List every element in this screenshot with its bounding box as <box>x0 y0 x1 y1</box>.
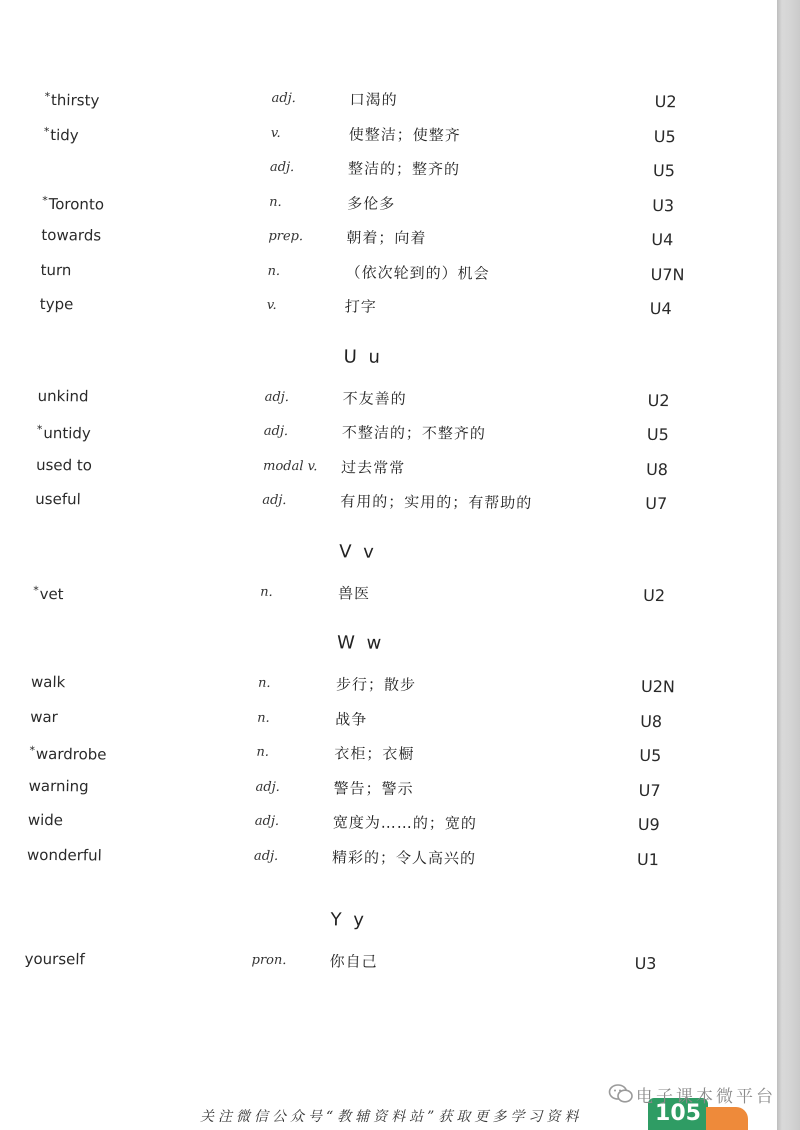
entry-word: used to <box>35 455 93 474</box>
vocab-entry <box>36 447 717 487</box>
vocab-entry <box>43 149 724 189</box>
entry-word: *tidy <box>43 124 79 144</box>
vocab-entry <box>41 218 722 258</box>
vocab-section <box>35 337 719 522</box>
starred-word-mark: * <box>43 124 50 138</box>
vocab-entry <box>28 768 709 808</box>
entry-unit: U4 <box>651 229 674 250</box>
entry-meaning: 宽度为……的；宽的 <box>332 813 478 833</box>
entry-word: wonderful <box>26 845 103 864</box>
entry-word: war <box>30 707 59 726</box>
entry-meaning: 打字 <box>344 297 378 316</box>
entry-meaning: 多伦多 <box>346 193 396 213</box>
entry-meaning: 朝着；向着 <box>346 228 427 248</box>
entry-meaning: 步行；散步 <box>335 675 417 695</box>
vocab-entry <box>43 114 724 154</box>
vocab-entry <box>39 287 720 327</box>
entry-part-of-speech: pron. <box>251 952 287 968</box>
entry-part-of-speech: adj. <box>254 813 280 829</box>
vocab-section <box>24 901 706 982</box>
entry-part-of-speech: adj. <box>271 90 297 107</box>
page-tab-decoration <box>706 1107 748 1130</box>
entry-word: walk <box>30 672 66 692</box>
vocab-entry <box>44 80 725 120</box>
starred-word-mark: * <box>44 89 51 104</box>
entry-word: *thirsty <box>44 89 100 110</box>
entry-meaning: 口渴的 <box>349 90 398 109</box>
vocab-entry <box>31 665 712 705</box>
vocab-section <box>27 624 713 878</box>
entry-part-of-speech: v. <box>270 125 281 141</box>
entry-unit: U9 <box>637 814 660 835</box>
entry-part-of-speech: adj. <box>255 779 281 795</box>
entry-part-of-speech: v. <box>266 297 277 313</box>
platform-label: 电子课本微平台 <box>636 1087 776 1107</box>
entry-word: *vet <box>33 583 64 603</box>
entry-meaning: （依次轮到的）机会 <box>345 262 490 283</box>
entry-word: wide <box>27 810 64 830</box>
page-number: 105 <box>648 1098 708 1130</box>
entry-part-of-speech: prep. <box>268 228 304 245</box>
entry-word: *wardrobe <box>29 743 107 764</box>
entry-part-of-speech: n. <box>259 584 273 600</box>
watermark-text: 关注微信公众号“教辅资料站”获取更多学习资料 <box>200 1109 583 1125</box>
entry-part-of-speech: n. <box>269 194 282 210</box>
entry-part-of-speech: adj. <box>263 423 289 439</box>
entry-part-of-speech: adj. <box>262 492 287 508</box>
vocab-entry <box>36 413 717 453</box>
entry-meaning: 使整洁；使整齐 <box>348 124 462 144</box>
vocabulary-list <box>24 80 725 982</box>
vocab-entry <box>37 378 718 418</box>
entry-unit: U7 <box>638 780 661 800</box>
page-edge-shadow <box>777 0 800 1130</box>
vocab-entry <box>42 183 723 223</box>
entry-word: unkind <box>37 386 89 405</box>
vocab-entry <box>27 803 708 843</box>
entry-meaning: 战争 <box>335 709 368 729</box>
entry-unit: U5 <box>646 424 669 445</box>
entry-meaning: 有用的；实用的；有帮助的 <box>340 492 533 512</box>
entry-unit: U2N <box>640 676 676 697</box>
entry-meaning: 警告；警示 <box>333 778 414 798</box>
section-header-u: U u <box>343 345 384 368</box>
entry-unit: U1 <box>636 849 660 869</box>
entry-word: *Toronto <box>42 193 105 213</box>
entry-word: warning <box>28 776 89 795</box>
entry-meaning: 衣柜；衣橱 <box>334 744 415 764</box>
vocab-section <box>33 532 715 613</box>
vocab-entry <box>33 573 714 613</box>
entry-unit: U4 <box>649 298 672 319</box>
vocab-section <box>39 80 725 327</box>
entry-word: towards <box>41 225 102 245</box>
section-header-v: V v <box>338 540 378 563</box>
entry-part-of-speech: modal v. <box>262 458 318 474</box>
entry-part-of-speech: n. <box>257 675 271 691</box>
entry-meaning: 你自己 <box>329 952 378 971</box>
vocab-entry <box>24 942 705 982</box>
entry-meaning: 过去常常 <box>340 457 406 477</box>
entry-word: *untidy <box>36 422 91 443</box>
entry-unit: U3 <box>651 195 675 215</box>
entry-word: useful <box>35 489 81 509</box>
vocab-entry <box>35 482 716 522</box>
entry-unit: U2 <box>654 92 677 112</box>
starred-word-mark: * <box>36 422 43 436</box>
entry-unit: U5 <box>653 126 676 146</box>
starred-word-mark: * <box>33 583 39 597</box>
entry-part-of-speech: adj. <box>269 159 295 176</box>
starred-word-mark: * <box>42 193 48 207</box>
entry-unit: U7 <box>645 493 668 514</box>
entry-word: yourself <box>24 949 86 969</box>
entry-word: turn <box>40 260 72 279</box>
entry-meaning: 不整洁的；不整齐的 <box>341 423 487 443</box>
entry-unit: U2 <box>642 585 666 605</box>
entry-part-of-speech: n. <box>267 263 281 279</box>
entry-part-of-speech: adj. <box>253 848 279 864</box>
entry-unit: U5 <box>652 160 676 181</box>
entry-part-of-speech: adj. <box>264 389 290 405</box>
vocab-entry <box>40 252 721 292</box>
wechat-icon <box>608 1083 634 1105</box>
vocab-entry <box>29 734 710 774</box>
entry-part-of-speech: n. <box>257 710 270 726</box>
entry-part-of-speech: n. <box>256 744 270 760</box>
entry-word: type <box>39 294 74 314</box>
vocab-entry <box>27 837 708 877</box>
entry-unit: U2 <box>647 390 670 410</box>
entry-meaning: 兽医 <box>337 583 371 603</box>
entry-unit: U8 <box>640 711 663 731</box>
section-header-y: Y y <box>330 909 368 931</box>
section-header-w: W w <box>336 632 385 654</box>
vocab-entry <box>30 699 711 739</box>
entry-meaning: 精彩的；令人高兴的 <box>331 847 477 868</box>
entry-unit: U8 <box>645 459 669 479</box>
starred-word-mark: * <box>29 743 36 757</box>
entry-unit: U3 <box>634 953 657 974</box>
entry-meaning: 不友善的 <box>342 388 407 408</box>
entry-unit: U5 <box>639 745 662 766</box>
entry-unit: U7N <box>650 264 685 284</box>
entry-meaning: 整洁的；整齐的 <box>347 159 461 179</box>
